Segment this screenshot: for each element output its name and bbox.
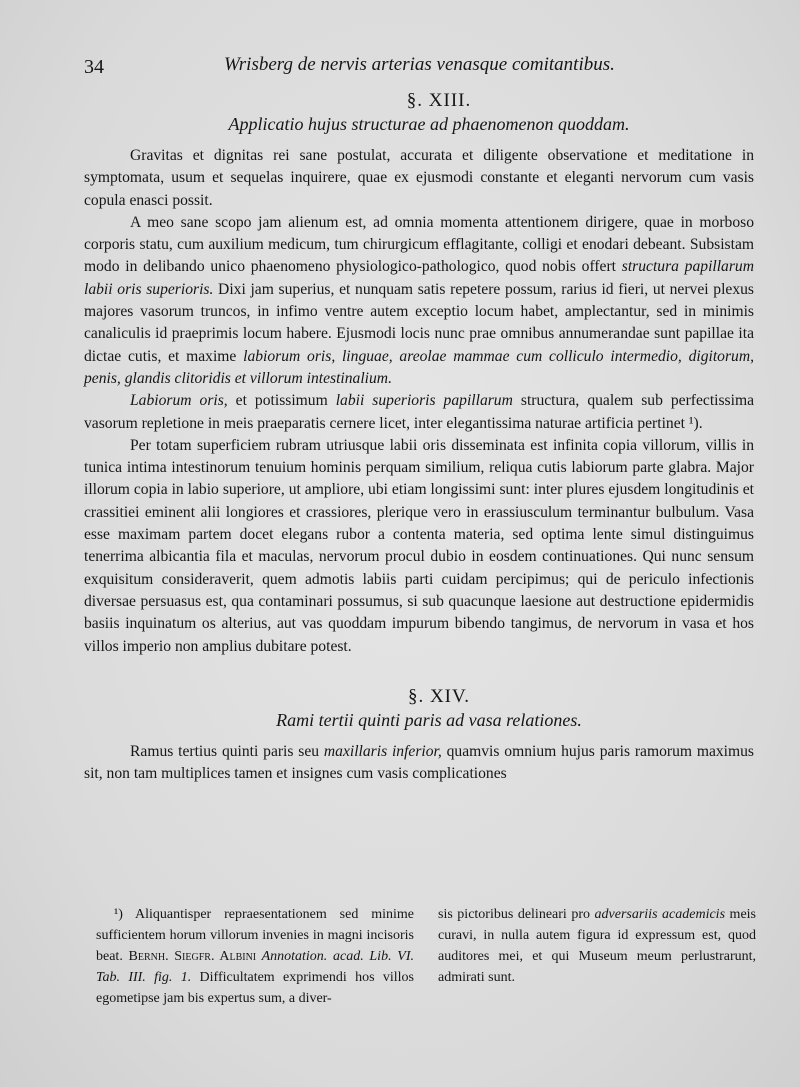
paragraph-5-text-b: quamvis omnium hujus paris ramorum maximus sit, non tam multiplices tamen et insignes cum vasis complicationes: [84, 742, 754, 783]
paragraph-1-text: Gravitas et dignitas rei sane postulat, accurata et diligente observatione et meditatione in symptomata, usum et sequelas inquirere, quae ex ejusmodi constante et eleganti nervorum cum vasis copula enasci possit.: [84, 147, 754, 209]
footnote-italic: adversariis academicis: [594, 907, 726, 922]
paragraph-5: [84, 741, 754, 786]
paragraph-4-text: Per totam superficiem rubram utriusque labii oris disseminata est infinita copia villorum, villis in tunica intima intestinorum tenuium hominis perquam similium, reliqua cutis labiorum parte glabra. Major illorum copia in labio superiore, ut ampliore, ubi etiam longissimi sunt: inter plures ejusdem longitudinis et crassitiei eminent alii longiores et crassiores, plerique vero in erassiusculum terminantur bulbulum. Vasa esse maximam partem docet elegans rubor a contenta materia, sed optima lente simul distinguimus tenerrima albicantia fila et maculas, nervorum procul dubio in eosdem continuationes. Qui nunc sensum exquisitum consideraverit, quem admotis labiis parti cuidam percipimus; qui de periculo infectionis diversae persuasus est, qua contaminari possumus, si sub quacunque laesione aut destructione epidermidis basiis inquinatum os alterius, aut vas quoddam impurum bibendo tangimus, de nervorum in vasa et hos villos imperio non amplius dubitare potest.: [84, 436, 754, 655]
footnote-text-b: Difficultatem exprimendi hos villos egometipse jam bis expertus sum, a diver-: [96, 970, 414, 1006]
paragraph-3-italic-2: labii superioris papillarum: [335, 392, 513, 410]
paragraph-2-text-b: Dixi jam superius, et nunquam satis repetere possum, rarius id fieri, ut nervei plexus majores vasorum truncos, in infimo ventre autem exceptio locum habet, amplectantur, sed in minimis canaliculis id praeprimis locum habere. Ejusmodi locis nunc prae omnibus annumerandae sunt papillae ita dictae cutis, et maxime: [84, 280, 754, 365]
footnote-citation: Annotation. acad. Lib. VI. Tab. III. fig. 1.: [96, 949, 414, 985]
paragraph-3-italic-1: Labiorum oris,: [130, 392, 228, 410]
footnote-text-a: ¹) Aliquantisper repraesentationem sed minime sufficientem horum villorum invenies in magni incisoris beat.: [96, 907, 414, 964]
section-heading-xiv: §. XIV.: [407, 685, 471, 707]
paragraph-5-italic: maxillaris inferior,: [323, 742, 442, 760]
paragraph-3: [84, 390, 754, 435]
paragraph-4: [84, 435, 754, 658]
paragraph-2-italic-2: labiorum oris, linguae, areolae mammae cum colliculo intermedio, digitorum, penis, glandis clitoridis et villorum intestinalium.: [84, 347, 754, 387]
running-head: Wrisberg de nervis arterias venasque comitantibus.: [224, 54, 615, 75]
footnote-author-name: Bernh. Siegfr. Albini: [128, 949, 257, 964]
footnote-text-c: sis pictoribus delineari pro: [438, 907, 595, 922]
footnote-block: [96, 904, 756, 1009]
paragraph-2: [84, 212, 754, 390]
paragraph-3-text-a: et potissimum: [227, 392, 336, 410]
section-title-xiv: Rami tertii quinti paris ad vasa relationes.: [276, 709, 582, 730]
footnote-column-left: [96, 904, 414, 1009]
page-number: 34: [84, 56, 104, 78]
paragraph-2-text-a: A meo sane scopo jam alienum est, ad omnia momenta attentionem dirigere, quae in morboso corporis statu, cum auxilium medicum, tum chirurgicum efflagitante, colligi et enodari debeant. Subsistam modo in delibando unico phaenomeno physiologico-pathologico, quod nobis offert: [84, 213, 754, 276]
page-header: [84, 52, 754, 82]
section-heading-xiii: §. XIII.: [406, 90, 472, 111]
paragraph-2-italic-1: structura papillarum labii oris superioris.: [84, 258, 754, 298]
footnote-text-d: meis curavi, in nulla autem figura id expressum est, quod auditores mei, et qui Museum meum perlustrarunt, admirati sunt.: [438, 907, 756, 985]
paragraph-5-text-a: Ramus tertius quinti paris seu: [130, 742, 324, 760]
paragraph-1: [84, 145, 754, 212]
paragraph-3-text-b: structura, qualem sub perfectissima vasorum repletione in meis praeparatis cernere licet, inter elegantissima naturae artificia pertinet ¹).: [84, 392, 755, 432]
footnote-column-right: [438, 904, 756, 1009]
section-title-xiii: Applicatio hujus structurae ad phaenomenon quoddam.: [228, 114, 630, 134]
